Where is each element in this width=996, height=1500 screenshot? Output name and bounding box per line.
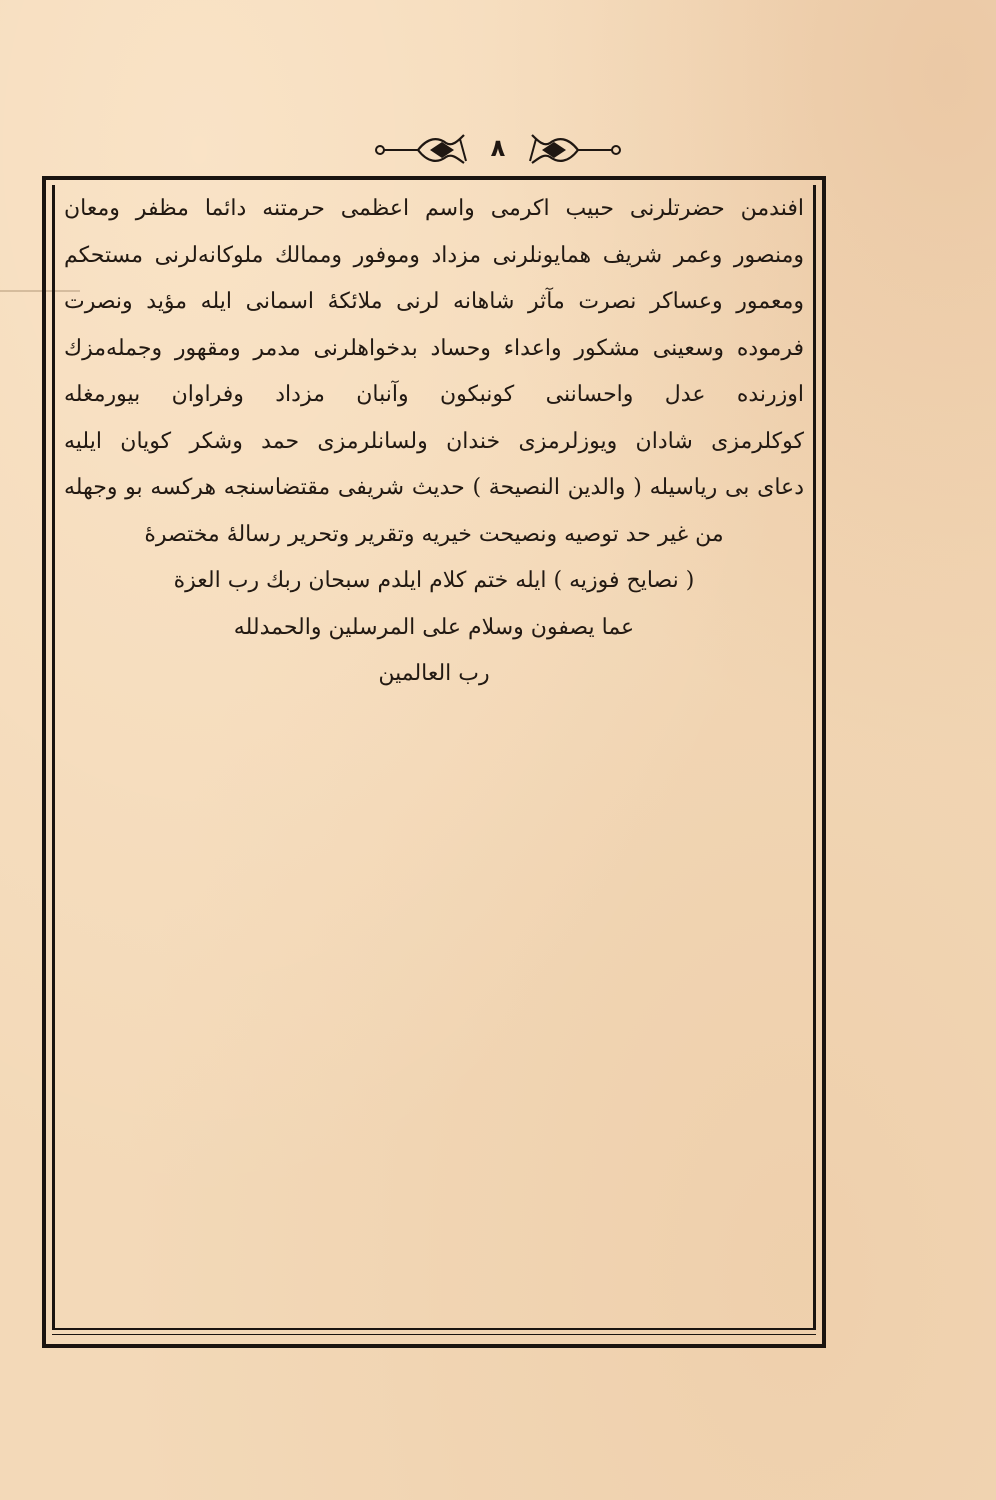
- text-line: دعای بی ریاسیله ( والدین النصیحة ) حدیث شریفی مقتضاسنجه هرکسه بو وجهله: [64, 475, 804, 500]
- text-line: من غیر حد توصیه ونصیحت خیریه وتقریر وتحریر رسالهٔ مختصرهٔ: [144, 521, 724, 547]
- text-line: ومنصور وعمر شریف همایونلرنی مزداد وموفور وممالك ملوکانه‌لرنی مستحکم: [64, 242, 804, 268]
- text-line: رب العالمین: [378, 661, 490, 686]
- text-line: کوکلرمزی شادان ویوزلرمزی خندان ولسانلرمزی حمد وشکر کویان ایلیه: [64, 428, 804, 454]
- text-line: اوزرنده عدل واحساننی کونبکون وآنبان مزداد وفراوان بیورمغله: [64, 382, 804, 407]
- page-number: ٨: [490, 134, 506, 162]
- text-line: افندمن حضرتلرنی حبیب اکرمی واسم اعظمی حرمتنه دائما مظفر ومعان: [64, 196, 804, 221]
- text-line: ومعمور وعساکر نصرت مآثر شاهانه لرنی ملائکهٔ اسمانی ایله مؤید ونصرت: [64, 289, 804, 314]
- page-header: [0, 128, 996, 168]
- text-line: عما یصفون وسلام علی المرسلین والحمدلله: [233, 614, 635, 640]
- body-text: [64, 186, 804, 698]
- right-ornament-icon: [520, 131, 630, 165]
- text-line: فرموده وسعینی مشکور واعداء وحساد بدخواهلرنی مدمر ومقهور وجمله‌مزك: [64, 335, 804, 361]
- page-frame-bottom-rule: [52, 1334, 816, 1335]
- left-ornament-icon: [366, 131, 476, 165]
- text-line: ( نصایح فوزیه ) ایله ختم کلام ایلدم سبحان ربك رب العزة: [173, 568, 695, 593]
